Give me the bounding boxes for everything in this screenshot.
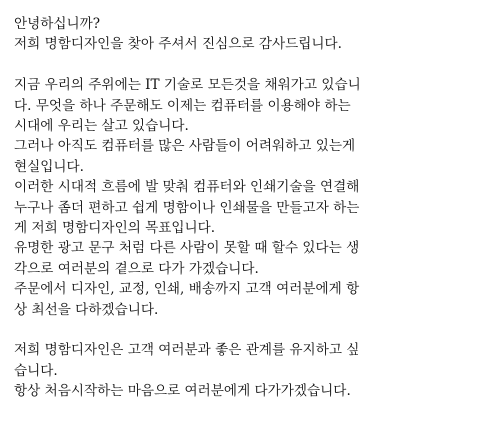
body-line: 누구나 좀더 편하고 쉽게 명함이나 인쇄물을 만들고자 하는 <box>14 199 360 216</box>
thanks-line: 저희 명함디자인을 찾아 주셔서 진심으로 감사드립니다. <box>14 36 342 53</box>
greeting-line: 안녕하십니까? <box>14 16 101 32</box>
body-line: 상 최선을 다하겠습니다. <box>14 301 159 318</box>
body-line: 유명한 광고 문구 처럼 다른 사람이 못할 때 할수 있다는 생 <box>14 240 360 257</box>
body-line: 시대에 우리는 살고 있습니다. <box>14 118 189 135</box>
closing-line: 저희 명함디자인은 고객 여러분과 좋은 관계를 유지하고 싶 <box>14 342 360 359</box>
body-line: 그러나 아직도 컴퓨터를 많은 사람들이 어려워하고 있는게 <box>14 138 356 155</box>
body-line: 다. 무엇을 하나 주문해도 이제는 컴퓨터를 이용해야 하는 <box>14 97 351 114</box>
greeting-section <box>14 14 466 55</box>
closing-section <box>14 340 466 401</box>
body-line: 지금 우리의 주위에는 IT 기술로 모든것을 채워가고 있습니 <box>14 77 361 94</box>
body-line: 이러한 시대적 흐름에 발 맞춰 컴퓨터와 인쇄기술을 연결해 <box>14 179 360 196</box>
body-line: 현실입니다. <box>14 158 84 175</box>
closing-line: 항상 처음시작하는 마음으로 여러분에게 다가가겠습니다. <box>14 383 351 400</box>
body-section <box>14 75 466 320</box>
body-line: 게 저희 명함디자인의 목표입니다. <box>14 220 216 237</box>
paragraph-gap <box>14 55 466 75</box>
body-line: 각으로 여러분의 곁으로 다가 가겠습니다. <box>14 260 259 277</box>
body-line: 주문에서 디자인, 교정, 인쇄, 배송까지 고객 여러분에게 항 <box>14 281 360 298</box>
paragraph-gap <box>14 320 466 340</box>
closing-line: 습니다. <box>14 362 58 379</box>
